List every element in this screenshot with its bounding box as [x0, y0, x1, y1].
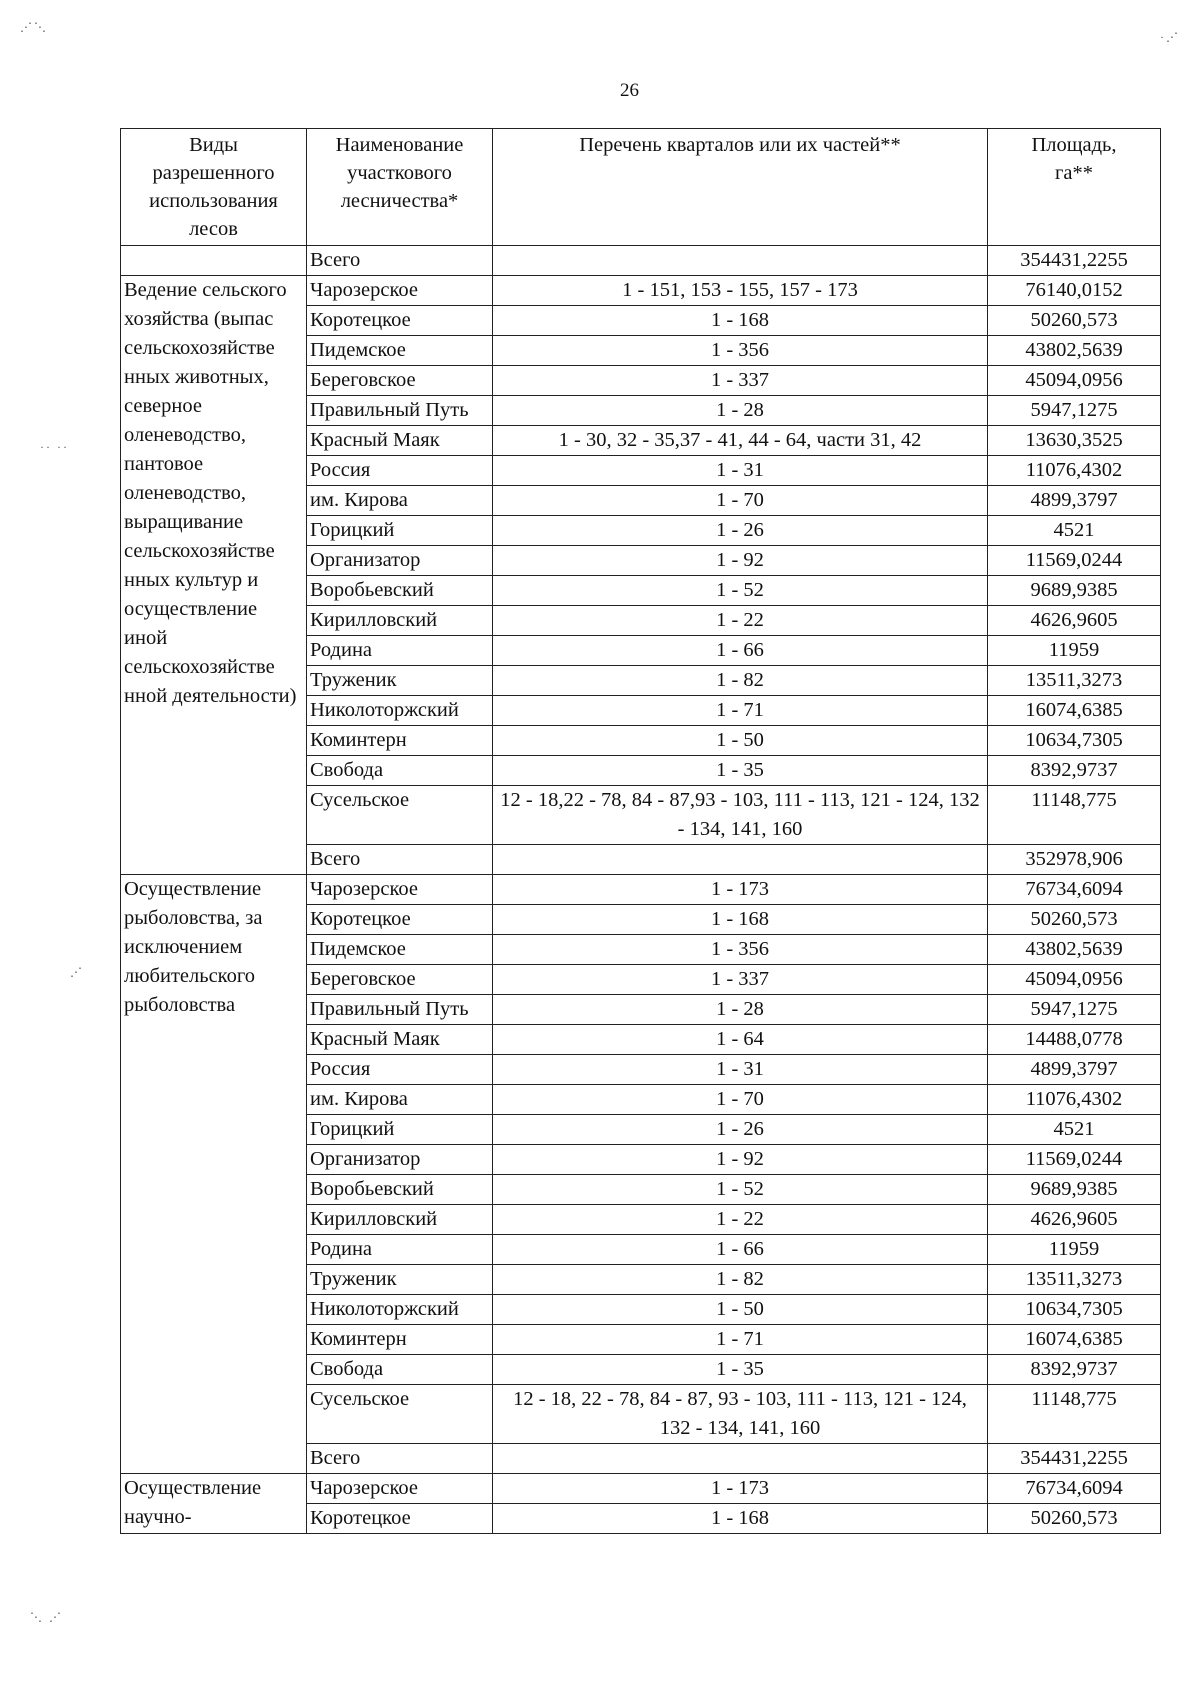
- area-cell: 13511,3273: [988, 1265, 1161, 1295]
- forestry-name-cell: Чарозерское: [307, 875, 493, 905]
- scan-speckles: ·· ··: [40, 440, 69, 454]
- area-cell: 11076,4302: [988, 1085, 1161, 1115]
- area-cell: 11959: [988, 1235, 1161, 1265]
- area-cell: 4521: [988, 1115, 1161, 1145]
- scan-speckles: ·⋰: [1160, 30, 1180, 44]
- forestry-name-cell: Труженик: [307, 666, 493, 696]
- quarters-cell: 12 - 18, 22 - 78, 84 - 87, 93 - 103, 111 - 113, 121 - 124, 132 - 134, 141, 160: [493, 1385, 988, 1444]
- forestry-name-cell: им. Кирова: [307, 486, 493, 516]
- quarters-cell: 1 - 35: [493, 756, 988, 786]
- quarters-cell: 1 - 70: [493, 486, 988, 516]
- scan-speckles: ⋰⋱: [20, 20, 48, 34]
- quarters-cell: 1 - 28: [493, 995, 988, 1025]
- forestry-name-cell: Свобода: [307, 756, 493, 786]
- total-row: [121, 246, 1161, 276]
- scan-speckles: ⋱ ⋰: [30, 1610, 63, 1624]
- table-row: [121, 276, 1161, 306]
- area-cell: 13630,3525: [988, 426, 1161, 456]
- forestry-name-cell: Россия: [307, 456, 493, 486]
- quarters-cell: 1 - 64: [493, 1025, 988, 1055]
- forestry-name-cell: Коминтерн: [307, 1325, 493, 1355]
- forestry-name-cell: Кирилловский: [307, 606, 493, 636]
- forestry-name-cell: Россия: [307, 1055, 493, 1085]
- forestry-name-cell: Чарозерское: [307, 1474, 493, 1504]
- quarters-cell: 1 - 71: [493, 696, 988, 726]
- forestry-name-cell: Кирилловский: [307, 1205, 493, 1235]
- forestry-name-cell: Пидемское: [307, 336, 493, 366]
- quarters-cell: 1 - 35: [493, 1355, 988, 1385]
- forestry-name-cell: Организатор: [307, 546, 493, 576]
- area-cell: 5947,1275: [988, 396, 1161, 426]
- forestry-name-cell: Сусельское: [307, 786, 493, 845]
- area-cell: 9689,9385: [988, 576, 1161, 606]
- area-cell: 10634,7305: [988, 1295, 1161, 1325]
- forest-use-table: [120, 128, 1161, 1534]
- forestry-name-cell: Коротецкое: [307, 1504, 493, 1534]
- quarters-cell: 1 - 50: [493, 1295, 988, 1325]
- forestry-name-cell: Береговское: [307, 366, 493, 396]
- forestry-name-cell: Горицкий: [307, 516, 493, 546]
- forestry-name-cell: Воробьевский: [307, 1175, 493, 1205]
- forestry-name-cell: Свобода: [307, 1355, 493, 1385]
- quarters-cell: 1 - 173: [493, 875, 988, 905]
- area-cell: 11076,4302: [988, 456, 1161, 486]
- forestry-name-cell: Береговское: [307, 965, 493, 995]
- quarters-cell: 1 - 22: [493, 1205, 988, 1235]
- forestry-name-cell: Правильный Путь: [307, 995, 493, 1025]
- header-quarters: Перечень кварталов или их частей**: [493, 129, 988, 246]
- use-type-cell: Осуществление рыболовства, за исключением любительского рыболовства: [121, 875, 307, 1474]
- quarters-cell: 1 - 66: [493, 1235, 988, 1265]
- scan-speckles: ⋰: [70, 965, 84, 979]
- quarters-cell: 1 - 66: [493, 636, 988, 666]
- quarters-cell: 1 - 356: [493, 336, 988, 366]
- forestry-name-cell: Чарозерское: [307, 276, 493, 306]
- area-cell: 16074,6385: [988, 696, 1161, 726]
- quarters-cell: 1 - 31: [493, 456, 988, 486]
- quarters-cell: 1 - 92: [493, 1145, 988, 1175]
- quarters-cell: 1 - 82: [493, 666, 988, 696]
- area-cell: 4521: [988, 516, 1161, 546]
- quarters-cell: 1 - 22: [493, 606, 988, 636]
- forestry-name-cell: Организатор: [307, 1145, 493, 1175]
- forestry-name-cell: Правильный Путь: [307, 396, 493, 426]
- quarters-cell: 12 - 18,22 - 78, 84 - 87,93 - 103, 111 - 113, 121 - 124, 132 - 134, 141, 160: [493, 786, 988, 845]
- forestry-name-cell: Родина: [307, 1235, 493, 1265]
- forestry-name-cell: Николоторжский: [307, 696, 493, 726]
- total-label: Всего: [307, 845, 493, 875]
- forestry-name-cell: Красный Маяк: [307, 1025, 493, 1055]
- quarters-cell: 1 - 151, 153 - 155, 157 - 173: [493, 276, 988, 306]
- table-header-row: [121, 129, 1161, 246]
- forestry-name-cell: им. Кирова: [307, 1085, 493, 1115]
- forestry-name-cell: Родина: [307, 636, 493, 666]
- area-cell: 76734,6094: [988, 875, 1161, 905]
- quarters-cell: 1 - 92: [493, 546, 988, 576]
- forestry-name-cell: Коминтерн: [307, 726, 493, 756]
- header-forestry-name: Наименование участкового лесничества*: [307, 129, 493, 246]
- total-label: Всего: [307, 246, 493, 276]
- quarters-cell: 1 - 50: [493, 726, 988, 756]
- quarters-cell: 1 - 70: [493, 1085, 988, 1115]
- quarters-cell: 1 - 30, 32 - 35,37 - 41, 44 - 64, части 31, 42: [493, 426, 988, 456]
- total-area: 354431,2255: [988, 1444, 1161, 1474]
- quarters-cell: 1 - 26: [493, 1115, 988, 1145]
- forestry-name-cell: Николоторжский: [307, 1295, 493, 1325]
- area-cell: 5947,1275: [988, 995, 1161, 1025]
- area-cell: 9689,9385: [988, 1175, 1161, 1205]
- area-cell: 4899,3797: [988, 486, 1161, 516]
- area-cell: 11148,775: [988, 1385, 1161, 1444]
- forestry-name-cell: Труженик: [307, 1265, 493, 1295]
- total-label: Всего: [307, 1444, 493, 1474]
- area-cell: 10634,7305: [988, 726, 1161, 756]
- area-cell: 76140,0152: [988, 276, 1161, 306]
- forestry-name-cell: Коротецкое: [307, 905, 493, 935]
- quarters-cell: 1 - 173: [493, 1474, 988, 1504]
- quarters-cell: 1 - 168: [493, 1504, 988, 1534]
- area-cell: 11148,775: [988, 786, 1161, 845]
- quarters-cell: 1 - 28: [493, 396, 988, 426]
- quarters-cell: 1 - 82: [493, 1265, 988, 1295]
- quarters-cell: 1 - 31: [493, 1055, 988, 1085]
- area-cell: 8392,9737: [988, 1355, 1161, 1385]
- area-cell: 43802,5639: [988, 336, 1161, 366]
- quarters-cell: 1 - 52: [493, 1175, 988, 1205]
- use-type-cell: Осуществление научно-: [121, 1474, 307, 1534]
- area-cell: 50260,573: [988, 306, 1161, 336]
- area-cell: 76734,6094: [988, 1474, 1161, 1504]
- use-type-cell: Ведение сельского хозяйства (выпас сельскохозяйстве нных животных, северное оленеводство, пантовое оленеводство, выращивание сельскохозяйстве нных культур и осуществление иной сельскохозяйстве нной деятельности): [121, 276, 307, 875]
- area-cell: 14488,0778: [988, 1025, 1161, 1055]
- area-cell: 4626,9605: [988, 606, 1161, 636]
- total-area: 354431,2255: [988, 246, 1161, 276]
- table-body: [121, 246, 1161, 1534]
- quarters-cell: 1 - 26: [493, 516, 988, 546]
- quarters-cell: 1 - 71: [493, 1325, 988, 1355]
- total-area: 352978,906: [988, 845, 1161, 875]
- forestry-name-cell: Красный Маяк: [307, 426, 493, 456]
- forestry-name-cell: Пидемское: [307, 935, 493, 965]
- area-cell: 43802,5639: [988, 935, 1161, 965]
- area-cell: 45094,0956: [988, 965, 1161, 995]
- area-cell: 8392,9737: [988, 756, 1161, 786]
- table-row: [121, 875, 1161, 905]
- area-cell: 13511,3273: [988, 666, 1161, 696]
- area-cell: 11959: [988, 636, 1161, 666]
- quarters-cell: 1 - 168: [493, 905, 988, 935]
- table-row: [121, 1474, 1161, 1504]
- quarters-cell: 1 - 356: [493, 935, 988, 965]
- page-number: 26: [620, 80, 639, 101]
- area-cell: 50260,573: [988, 1504, 1161, 1534]
- area-cell: 4626,9605: [988, 1205, 1161, 1235]
- area-cell: 4899,3797: [988, 1055, 1161, 1085]
- area-cell: 16074,6385: [988, 1325, 1161, 1355]
- forestry-name-cell: Сусельское: [307, 1385, 493, 1444]
- quarters-cell: 1 - 337: [493, 366, 988, 396]
- quarters-cell: 1 - 168: [493, 306, 988, 336]
- forestry-name-cell: Горицкий: [307, 1115, 493, 1145]
- area-cell: 11569,0244: [988, 546, 1161, 576]
- forestry-name-cell: Коротецкое: [307, 306, 493, 336]
- header-use-type: Виды разрешенного использования лесов: [121, 129, 307, 246]
- area-cell: 11569,0244: [988, 1145, 1161, 1175]
- quarters-cell: 1 - 52: [493, 576, 988, 606]
- header-area: Площадь, га**: [988, 129, 1161, 246]
- area-cell: 50260,573: [988, 905, 1161, 935]
- quarters-cell: 1 - 337: [493, 965, 988, 995]
- forestry-name-cell: Воробьевский: [307, 576, 493, 606]
- area-cell: 45094,0956: [988, 366, 1161, 396]
